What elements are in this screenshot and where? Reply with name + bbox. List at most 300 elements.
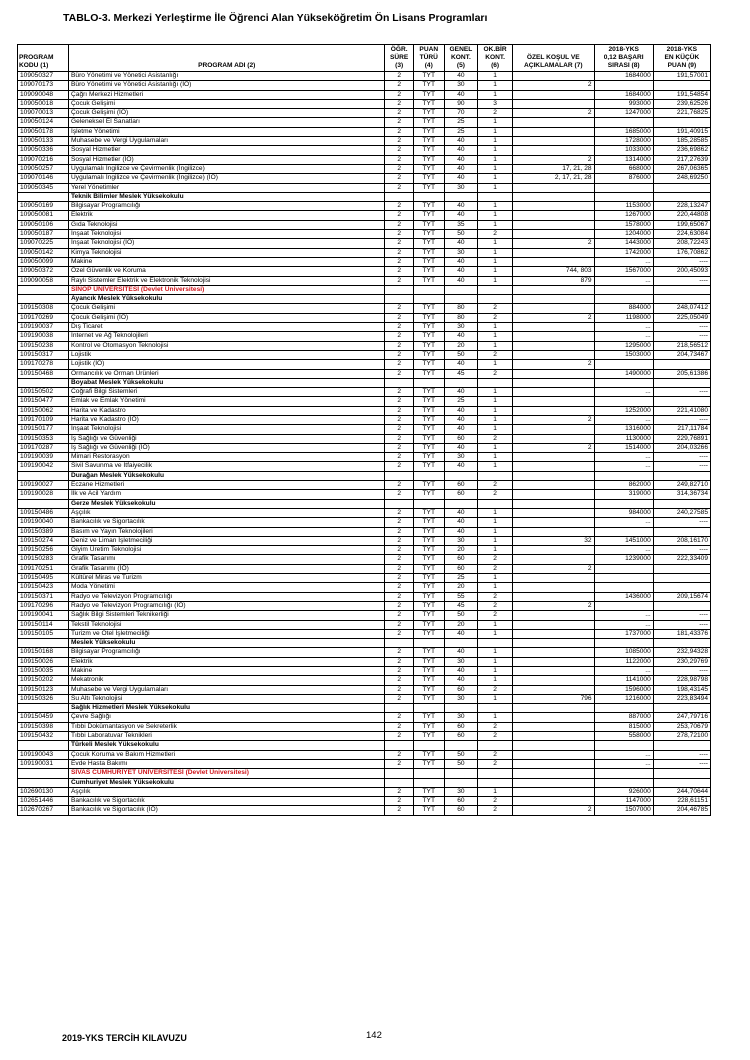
cell-success-rank: 1596000 xyxy=(594,685,653,694)
cell-duration: 2 xyxy=(385,81,414,90)
cell-score-type: TYT xyxy=(413,574,444,583)
cell-ok-quota: 1 xyxy=(478,183,513,192)
cell-ok-quota: 2 xyxy=(478,592,513,601)
cell-score-type: TYT xyxy=(413,443,444,452)
cell-program-name: Sağlık Bilgi Sistemleri Teknikerliği xyxy=(69,611,385,620)
cell-min-score: 191,54854 xyxy=(653,90,710,99)
cell-success-rank: 1742000 xyxy=(594,248,653,257)
programs-table xyxy=(17,44,711,816)
cell-general-quota: 50 xyxy=(444,611,478,620)
cell-program-code xyxy=(18,471,69,480)
cell-score-type: TYT xyxy=(413,750,444,759)
cell-success-rank: 1216000 xyxy=(594,694,653,703)
cell-score-type: TYT xyxy=(413,722,444,731)
cell-duration: 2 xyxy=(385,667,414,676)
cell-conditions xyxy=(512,620,594,629)
cell-success-rank: 1085000 xyxy=(594,648,653,657)
cell-score-type: TYT xyxy=(413,313,444,322)
cell-ok-quota: 2 xyxy=(478,750,513,759)
cell-conditions xyxy=(512,72,594,81)
cell-min-score: 239,62526 xyxy=(653,99,710,108)
cell-conditions xyxy=(512,481,594,490)
cell-score-type: TYT xyxy=(413,248,444,257)
cell-ok-quota: 2 xyxy=(478,806,513,815)
cell-score-type: TYT xyxy=(413,99,444,108)
cell-duration: 2 xyxy=(385,239,414,248)
cell-ok-quota: 1 xyxy=(478,620,513,629)
cell-score-type xyxy=(413,639,444,648)
cell-general-quota: 60 xyxy=(444,434,478,443)
cell-general-quota: 40 xyxy=(444,518,478,527)
cell-program-code: 109070173 xyxy=(18,81,69,90)
cell-conditions xyxy=(512,369,594,378)
cell-duration: 2 xyxy=(385,536,414,545)
cell-success-rank: 1141000 xyxy=(594,676,653,685)
cell-success-rank xyxy=(594,583,653,592)
cell-general-quota: 40 xyxy=(444,648,478,657)
cell-conditions: 2 xyxy=(512,443,594,452)
cell-success-rank: 926000 xyxy=(594,787,653,796)
cell-program-code xyxy=(18,285,69,294)
cell-success-rank: 1153000 xyxy=(594,202,653,211)
cell-program-name: Tıbbi Laboratuvar Teknikleri xyxy=(69,732,385,741)
cell-general-quota: 40 xyxy=(444,72,478,81)
cell-program-name: Moda Yönetimi xyxy=(69,583,385,592)
cell-general-quota xyxy=(444,295,478,304)
cell-score-type: TYT xyxy=(413,676,444,685)
cell-duration: 2 xyxy=(385,360,414,369)
cell-general-quota: 60 xyxy=(444,685,478,694)
cell-program-code: 109070013 xyxy=(18,109,69,118)
cell-score-type: TYT xyxy=(413,713,444,722)
cell-conditions xyxy=(512,546,594,555)
cell-conditions xyxy=(512,639,594,648)
cell-program-name: Eczane Hizmetleri xyxy=(69,481,385,490)
cell-program-name: Çocuk Gelişimi xyxy=(69,99,385,108)
cell-success-rank: ... xyxy=(594,462,653,471)
cell-program-name: Büro Yönetimi ve Yönetici Asistanlığı xyxy=(69,72,385,81)
cell-duration: 2 xyxy=(385,388,414,397)
cell-success-rank xyxy=(594,295,653,304)
cell-score-type: TYT xyxy=(413,787,444,796)
cell-ok-quota: 1 xyxy=(478,248,513,257)
cell-general-quota: 40 xyxy=(444,137,478,146)
cell-conditions xyxy=(512,759,594,768)
cell-duration: 2 xyxy=(385,211,414,220)
cell-min-score xyxy=(653,285,710,294)
cell-conditions xyxy=(512,499,594,508)
cell-program-code: 109190028 xyxy=(18,490,69,499)
cell-program-code: 109050187 xyxy=(18,230,69,239)
cell-duration: 2 xyxy=(385,425,414,434)
table-row xyxy=(18,174,711,183)
cell-general-quota: 30 xyxy=(444,694,478,703)
cell-min-score: 208,72243 xyxy=(653,239,710,248)
cell-program-name: Harita ve Kadastro (İÖ) xyxy=(69,415,385,424)
cell-duration: 2 xyxy=(385,146,414,155)
cell-ok-quota: 1 xyxy=(478,546,513,555)
cell-score-type: TYT xyxy=(413,257,444,266)
cell-ok-quota: 1 xyxy=(478,220,513,229)
cell-program-code: 109150308 xyxy=(18,304,69,313)
table-row xyxy=(18,406,711,415)
cell-conditions xyxy=(512,146,594,155)
cell-duration: 2 xyxy=(385,313,414,322)
table-row xyxy=(18,732,711,741)
cell-ok-quota xyxy=(478,471,513,480)
page-number: 142 xyxy=(366,1030,382,1041)
table-row xyxy=(18,183,711,192)
cell-ok-quota: 2 xyxy=(478,564,513,573)
cell-program-name: Radyo ve Televizyon Programcılığı (İÖ) xyxy=(69,601,385,610)
cell-program-code: 109050257 xyxy=(18,164,69,173)
cell-program-name: İnşaat Teknolojisi xyxy=(69,425,385,434)
cell-score-type: TYT xyxy=(413,555,444,564)
cell-program-name: Çocuk Koruma ve Bakım Hizmetleri xyxy=(69,750,385,759)
cell-duration: 2 xyxy=(385,722,414,731)
cell-score-type: TYT xyxy=(413,127,444,136)
cell-general-quota: 55 xyxy=(444,592,478,601)
table-row xyxy=(18,592,711,601)
cell-min-score: 198,43145 xyxy=(653,685,710,694)
cell-program-code: 109150371 xyxy=(18,592,69,601)
cell-general-quota: 40 xyxy=(444,239,478,248)
cell-program-code: 109150256 xyxy=(18,546,69,555)
cell-min-score: 176,70862 xyxy=(653,248,710,257)
cell-general-quota: 40 xyxy=(444,388,478,397)
cell-conditions: 17, 21, 28 xyxy=(512,164,594,173)
cell-ok-quota: 1 xyxy=(478,267,513,276)
page-title: TABLO-3. Merkezi Yerleştirme İle Öğrenci Alan Yükseköğretim Ön Lisans Programları xyxy=(63,12,488,24)
cell-ok-quota: 1 xyxy=(478,341,513,350)
cell-program-name: SİVAS CUMHURİYET ÜNİVERSİTESİ (Devlet Üniversitesi) xyxy=(69,769,385,778)
cell-score-type xyxy=(413,378,444,387)
cell-min-score: 278,72100 xyxy=(653,732,710,741)
cell-program-code: 109190037 xyxy=(18,323,69,332)
cell-program-name: Kimya Teknolojisi xyxy=(69,248,385,257)
cell-program-code: 109050099 xyxy=(18,257,69,266)
cell-success-rank: 1728000 xyxy=(594,137,653,146)
cell-min-score: 191,57001 xyxy=(653,72,710,81)
cell-min-score: 228,13247 xyxy=(653,202,710,211)
cell-score-type: TYT xyxy=(413,397,444,406)
cell-duration: 2 xyxy=(385,350,414,359)
cell-general-quota: 30 xyxy=(444,536,478,545)
cell-conditions xyxy=(512,230,594,239)
header-conditions: ÖZEL KOŞUL VE AÇIKLAMALAR (7) xyxy=(512,45,594,72)
cell-program-code xyxy=(18,778,69,787)
cell-ok-quota: 1 xyxy=(478,787,513,796)
cell-duration: 2 xyxy=(385,750,414,759)
cell-duration xyxy=(385,499,414,508)
table-row xyxy=(18,220,711,229)
cell-general-quota: 25 xyxy=(444,397,478,406)
cell-duration: 2 xyxy=(385,676,414,685)
cell-min-score: 240,27585 xyxy=(653,508,710,517)
cell-conditions xyxy=(512,518,594,527)
cell-general-quota: 20 xyxy=(444,583,478,592)
cell-program-code: 109050327 xyxy=(18,72,69,81)
cell-score-type: TYT xyxy=(413,146,444,155)
cell-min-score: ---- xyxy=(653,257,710,266)
cell-program-name: Tıbbi Dokümantasyon ve Sekreterlik xyxy=(69,722,385,731)
cell-conditions xyxy=(512,667,594,676)
cell-success-rank xyxy=(594,741,653,750)
cell-program-name: Su Altı Teknolojisi xyxy=(69,694,385,703)
cell-program-name: Ayancık Meslek Yüksekokulu xyxy=(69,295,385,304)
cell-conditions xyxy=(512,583,594,592)
cell-success-rank: 1239000 xyxy=(594,555,653,564)
cell-score-type: TYT xyxy=(413,629,444,638)
cell-score-type: TYT xyxy=(413,611,444,620)
cell-conditions: 2 xyxy=(512,155,594,164)
cell-general-quota xyxy=(444,378,478,387)
cell-score-type: TYT xyxy=(413,388,444,397)
header-program-name: PROGRAM ADI (2) xyxy=(69,45,385,72)
cell-min-score: 222,33409 xyxy=(653,555,710,564)
cell-general-quota: 30 xyxy=(444,81,478,90)
cell-duration: 2 xyxy=(385,797,414,806)
cell-min-score: 204,46785 xyxy=(653,806,710,815)
cell-program-name: Aşçılık xyxy=(69,508,385,517)
cell-program-name: Lojistik xyxy=(69,350,385,359)
cell-ok-quota: 2 xyxy=(478,109,513,118)
cell-score-type: TYT xyxy=(413,546,444,555)
cell-min-score: 204,03266 xyxy=(653,443,710,452)
cell-program-name: Makine xyxy=(69,667,385,676)
cell-program-name: İş Sağlığı ve Güvenliği xyxy=(69,434,385,443)
cell-duration: 2 xyxy=(385,434,414,443)
cell-conditions: 2 xyxy=(512,109,594,118)
table-row xyxy=(18,574,711,583)
cell-score-type: TYT xyxy=(413,806,444,815)
cell-score-type: TYT xyxy=(413,350,444,359)
cell-ok-quota: 2 xyxy=(478,434,513,443)
cell-score-type: TYT xyxy=(413,657,444,666)
cell-conditions xyxy=(512,508,594,517)
cell-score-type: TYT xyxy=(413,406,444,415)
cell-general-quota: 40 xyxy=(444,90,478,99)
cell-ok-quota: 1 xyxy=(478,239,513,248)
cell-program-name: Dış Ticaret xyxy=(69,323,385,332)
cell-program-name: Bankacılık ve Sigortacılık xyxy=(69,518,385,527)
school-header-row xyxy=(18,471,711,480)
cell-success-rank: 1737000 xyxy=(594,629,653,638)
cell-conditions xyxy=(512,657,594,666)
table-row xyxy=(18,415,711,424)
cell-ok-quota: 1 xyxy=(478,676,513,685)
cell-program-name: Giyim Üretim Teknolojisi xyxy=(69,546,385,555)
cell-score-type: TYT xyxy=(413,220,444,229)
cell-score-type: TYT xyxy=(413,183,444,192)
cell-ok-quota: 1 xyxy=(478,164,513,173)
cell-program-code: 109090048 xyxy=(18,90,69,99)
cell-score-type: TYT xyxy=(413,732,444,741)
cell-success-rank: ... xyxy=(594,667,653,676)
cell-duration: 2 xyxy=(385,109,414,118)
cell-program-name: Çocuk Gelişimi (İÖ) xyxy=(69,313,385,322)
cell-ok-quota: 1 xyxy=(478,536,513,545)
cell-duration: 2 xyxy=(385,443,414,452)
cell-program-code: 109190040 xyxy=(18,518,69,527)
cell-score-type: TYT xyxy=(413,323,444,332)
cell-general-quota: 40 xyxy=(444,211,478,220)
cell-duration: 2 xyxy=(385,611,414,620)
cell-min-score: 221,76825 xyxy=(653,109,710,118)
cell-conditions xyxy=(512,378,594,387)
cell-success-rank xyxy=(594,704,653,713)
cell-general-quota: 40 xyxy=(444,462,478,471)
cell-ok-quota: 1 xyxy=(478,388,513,397)
table-row xyxy=(18,341,711,350)
cell-conditions xyxy=(512,323,594,332)
cell-score-type: TYT xyxy=(413,481,444,490)
cell-duration xyxy=(385,295,414,304)
table-row xyxy=(18,518,711,527)
table-row xyxy=(18,90,711,99)
cell-general-quota: 30 xyxy=(444,453,478,462)
cell-ok-quota: 2 xyxy=(478,304,513,313)
cell-success-rank xyxy=(594,778,653,787)
cell-conditions xyxy=(512,257,594,266)
cell-general-quota: 40 xyxy=(444,202,478,211)
cell-program-name: Aşçılık xyxy=(69,787,385,796)
cell-min-score xyxy=(653,583,710,592)
cell-duration: 2 xyxy=(385,174,414,183)
cell-success-rank: 887000 xyxy=(594,713,653,722)
cell-program-code: 109170278 xyxy=(18,360,69,369)
cell-general-quota: 70 xyxy=(444,109,478,118)
cell-score-type: TYT xyxy=(413,118,444,127)
cell-ok-quota xyxy=(478,704,513,713)
cell-duration: 2 xyxy=(385,127,414,136)
cell-conditions: 796 xyxy=(512,694,594,703)
cell-program-name: İlk ve Acil Yardım xyxy=(69,490,385,499)
cell-score-type xyxy=(413,778,444,787)
cell-general-quota: 40 xyxy=(444,257,478,266)
cell-program-code: 109150026 xyxy=(18,657,69,666)
cell-ok-quota: 2 xyxy=(478,611,513,620)
cell-ok-quota: 1 xyxy=(478,453,513,462)
cell-program-code: 109050081 xyxy=(18,211,69,220)
cell-general-quota: 40 xyxy=(444,155,478,164)
cell-general-quota: 60 xyxy=(444,732,478,741)
cell-general-quota: 60 xyxy=(444,490,478,499)
cell-conditions xyxy=(512,295,594,304)
cell-ok-quota: 1 xyxy=(478,118,513,127)
cell-program-code: 109150486 xyxy=(18,508,69,517)
cell-program-name: SİNOP ÜNİVERSİTESİ (Devlet Üniversitesi) xyxy=(69,285,385,294)
cell-program-name: Evde Hasta Bakımı xyxy=(69,759,385,768)
cell-duration: 2 xyxy=(385,787,414,796)
cell-program-code: 109150423 xyxy=(18,583,69,592)
cell-ok-quota: 2 xyxy=(478,732,513,741)
cell-ok-quota: 1 xyxy=(478,174,513,183)
cell-duration: 2 xyxy=(385,397,414,406)
table-header-row xyxy=(18,45,711,72)
cell-program-name: İş Sağlığı ve Güvenliği (İÖ) xyxy=(69,443,385,452)
cell-program-code: 109050133 xyxy=(18,137,69,146)
header-duration: ÖĞR. SÜRE (3) xyxy=(385,45,414,72)
cell-conditions xyxy=(512,629,594,638)
cell-duration: 2 xyxy=(385,415,414,424)
table-row xyxy=(18,304,711,313)
cell-ok-quota: 2 xyxy=(478,722,513,731)
cell-duration xyxy=(385,639,414,648)
cell-program-name: Sivil Savunma ve İtfaiyecilik xyxy=(69,462,385,471)
cell-min-score: 208,16170 xyxy=(653,536,710,545)
table-row xyxy=(18,313,711,322)
cell-program-name: Sosyal Hizmetler xyxy=(69,146,385,155)
cell-ok-quota: 2 xyxy=(478,369,513,378)
cell-success-rank: 1198000 xyxy=(594,313,653,322)
cell-program-code: 109150317 xyxy=(18,350,69,359)
cell-duration: 2 xyxy=(385,276,414,285)
cell-min-score: 209,15674 xyxy=(653,592,710,601)
cell-success-rank: ... xyxy=(594,620,653,629)
table-row xyxy=(18,360,711,369)
cell-program-name: Sağlık Hizmetleri Meslek Yüksekokulu xyxy=(69,704,385,713)
cell-duration: 2 xyxy=(385,648,414,657)
cell-program-name: Mimari Restorasyon xyxy=(69,453,385,462)
cell-program-name: Kültürel Miras ve Turizm xyxy=(69,574,385,583)
cell-program-code: 109150398 xyxy=(18,722,69,731)
table-row xyxy=(18,601,711,610)
cell-conditions xyxy=(512,127,594,136)
cell-success-rank: 884000 xyxy=(594,304,653,313)
cell-program-name: Boyabat Meslek Yüksekokulu xyxy=(69,378,385,387)
cell-duration: 2 xyxy=(385,481,414,490)
cell-general-quota: 40 xyxy=(444,527,478,536)
cell-duration: 2 xyxy=(385,574,414,583)
table-row xyxy=(18,211,711,220)
cell-general-quota xyxy=(444,639,478,648)
cell-score-type: TYT xyxy=(413,137,444,146)
cell-min-score: 244,70644 xyxy=(653,787,710,796)
cell-ok-quota: 1 xyxy=(478,360,513,369)
cell-min-score xyxy=(653,769,710,778)
cell-program-name: Elektrik xyxy=(69,211,385,220)
cell-min-score: 228,98798 xyxy=(653,676,710,685)
cell-conditions: 2 xyxy=(512,81,594,90)
cell-program-name: Geleneksel El Sanatları xyxy=(69,118,385,127)
cell-duration: 2 xyxy=(385,406,414,415)
cell-program-code: 109150502 xyxy=(18,388,69,397)
cell-conditions xyxy=(512,471,594,480)
cell-min-score xyxy=(653,360,710,369)
cell-duration: 2 xyxy=(385,220,414,229)
cell-min-score xyxy=(653,118,710,127)
table-row xyxy=(18,546,711,555)
cell-program-code: 109150274 xyxy=(18,536,69,545)
table-row xyxy=(18,388,711,397)
table-row xyxy=(18,536,711,545)
cell-duration: 2 xyxy=(385,694,414,703)
cell-success-rank: 1685000 xyxy=(594,127,653,136)
cell-program-name: Çağrı Merkezi Hizmetleri xyxy=(69,90,385,99)
cell-ok-quota xyxy=(478,769,513,778)
cell-conditions: 879 xyxy=(512,276,594,285)
cell-duration: 2 xyxy=(385,564,414,573)
cell-conditions xyxy=(512,332,594,341)
cell-ok-quota: 1 xyxy=(478,155,513,164)
cell-general-quota: 25 xyxy=(444,574,478,583)
cell-duration: 2 xyxy=(385,657,414,666)
cell-min-score xyxy=(653,601,710,610)
cell-score-type: TYT xyxy=(413,90,444,99)
cell-score-type: TYT xyxy=(413,155,444,164)
cell-duration: 2 xyxy=(385,304,414,313)
